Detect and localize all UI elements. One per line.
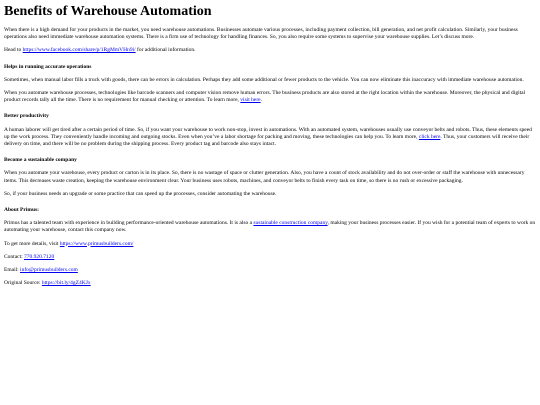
head-to-text: Head to: [4, 47, 23, 54]
about-paragraph: [4, 220, 536, 234]
facebook-link[interactable]: https://www.facebook.com/share/p/1RgMmVHn9i/: [22, 47, 136, 54]
click-here-link[interactable]: click here: [418, 133, 441, 140]
sustainable-paragraph-2: So, if your business needs an upgrade or some practice that can speed up the processes, consider automating the warehouse.: [4, 190, 277, 197]
accurate-suffix: .: [260, 97, 262, 104]
phone-link[interactable]: 770.920.7120: [24, 253, 55, 260]
section-heading-accurate: Helps in running accurate operations: [4, 63, 92, 70]
productivity-text: A human laborer will get tired after a certain period of time. So, if you want your warehouse to work non-stop, invest in automations. With an automated system, warehouses usually use conveyor belts and robots. Thus, these elements speed up the work process. They conveniently handle incoming and outgoing stocks. Even when you’ve a labor shortage for packing and moving, these technologies can help you. To learn more,: [4, 126, 532, 140]
visit-here-link[interactable]: visit here: [240, 97, 261, 104]
email-label: Email:: [4, 267, 21, 274]
productivity-paragraph: [4, 127, 536, 149]
section-heading-about: About Primus:: [4, 207, 39, 214]
contact-label: Contact:: [4, 253, 25, 260]
head-to-paragraph: [4, 47, 536, 54]
email-paragraph: [4, 267, 536, 274]
details-text: To get more details, visit: [4, 240, 60, 247]
source-link[interactable]: https://bit.ly/4gZ4KJx: [41, 280, 91, 287]
head-to-suffix: for additional information.: [135, 47, 196, 54]
productivity-suffix: . Thus, your customers will receive their delivery on time, and there will be no problem during the shipping process. Every product tag and barcode also stays intact.: [4, 133, 530, 148]
about-text: Primus has a talented team with experience in building performance-oriented warehouse automations. It is also a: [4, 220, 254, 227]
details-paragraph: [4, 241, 536, 248]
about-suffix: , making your business processes easier. If you wish for a potential team of experts to work on automating your warehouse, contact this company now.: [4, 220, 536, 234]
section-heading-sustainable: Become a sustainable company: [4, 157, 77, 164]
section-heading-productivity: Better productivity: [4, 113, 49, 120]
sustainable-paragraph-1: When you automate your warehouse, every product or carton is in its place. So, there is no wastage of space or clutter generation. Also, you have a count of stock availability and do not over-order or staff the warehouse with unnecessary items. This decreases waste creation, keeping the warehouse environment clear. Your business uses robots, machines, and conveyor belts to finish every task on time, so there is no rush or excessive packaging.: [4, 170, 525, 184]
source-label: Original Source:: [4, 280, 42, 287]
website-link[interactable]: https://www.primusbuilders.com/: [59, 240, 134, 247]
contact-paragraph: [4, 254, 536, 261]
accurate-text: When you automate warehouse processes, technologies like barcode scanners and computer vision remove human errors. The business products are also stored at the right location within the warehouse. Moreover, the physical and digital product records tally all the time. There is no requirement for manual checking or attention. To learn more,: [4, 90, 526, 104]
sustainable-construction-link[interactable]: sustainable construction company: [253, 220, 328, 227]
intro-paragraph: When there is a high demand for your products in the market, you need warehouse automations. Businesses automate various processes, including payment collection, bill generation, and net profit calculation. Similarly, your business operations also need immediate warehouse automation systems. There is a firm use of technology for handling finances. So, you also require some systems to supervise your warehouse supplies. Let’s discuss more.: [4, 27, 518, 41]
accurate-paragraph-1: Sometimes, when manual labor fills a truck with goods, there can be errors in calculation. Perhaps they add some additional or fewer products to the vehicle. You can now eliminate this inaccuracy with immediate warehouse automation.: [4, 76, 524, 83]
source-paragraph: [4, 280, 536, 287]
accurate-paragraph-2: [4, 90, 536, 104]
page-title: Benefits of Warehouse Automation: [4, 4, 212, 19]
email-link[interactable]: info@primusbuilders.com: [20, 267, 78, 274]
